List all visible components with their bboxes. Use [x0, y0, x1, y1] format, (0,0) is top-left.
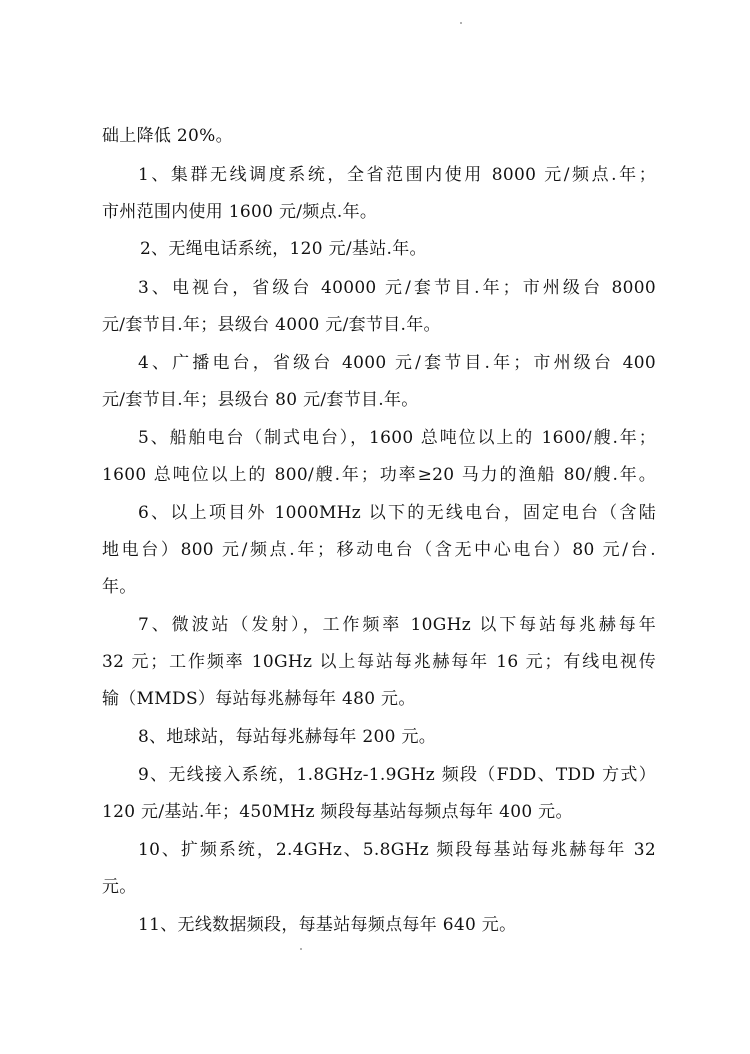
text-line-12: 地电台）800 元/频点.年；移动电台（含无中心电台）80 元/台.	[102, 540, 656, 560]
text-line-19: 120 元/基站.年；450MHz 频段每基站每频点每年 400 元。	[102, 802, 573, 822]
text-line-3: 市州范围内使用 1600 元/频点.年。	[102, 202, 378, 222]
text-line-8: 元/套节目.年；县级台 80 元/套节目.年。	[102, 390, 419, 410]
text-line-16: 输（MMDS）每站每兆赫每年 480 元。	[102, 689, 416, 709]
text-line-22: 11、无线数据频段，每基站每频点每年 640 元。	[138, 915, 517, 935]
scan-speck	[300, 948, 302, 950]
text-line-4: 2、无绳电话系统，120 元/基站.年。	[140, 239, 427, 259]
text-line-1: 础上降低 20%。	[102, 126, 233, 146]
text-line-14: 7、微波站（发射），工作频率 10GHz 以下每站每兆赫每年	[138, 615, 656, 635]
text-line-6: 元/套节目.年；县级台 4000 元/套节目.年。	[102, 315, 441, 335]
text-line-13: 年。	[102, 577, 137, 597]
text-line-2: 1、集群无线调度系统，全省范围内使用 8000 元/频点.年；	[138, 165, 656, 185]
text-line-11: 6、以上项目外 1000MHz 以下的无线电台，固定电台（含陆	[138, 503, 656, 523]
text-line-9: 5、船舶电台（制式电台），1600 总吨位以上的 1600/艘.年；	[138, 428, 656, 448]
text-line-7: 4、广播电台，省级台 4000 元/套节目.年；市州级台 400	[138, 353, 656, 373]
text-line-21: 元。	[102, 877, 137, 897]
text-line-17: 8、地球站，每站每兆赫每年 200 元。	[138, 727, 437, 747]
text-line-10: 1600 总吨位以上的 800/艘.年；功率≥20 马力的渔船 80/艘.年。	[102, 465, 656, 485]
text-line-15: 32 元；工作频率 10GHz 以上每站每兆赫每年 16 元；有线电视传	[102, 652, 656, 672]
scan-speck	[460, 22, 462, 24]
text-line-20: 10、扩频系统，2.4GHz、5.8GHz 频段每基站每兆赫每年 32	[138, 840, 656, 860]
text-line-5: 3、电视台，省级台 40000 元/套节目.年；市州级台 8000	[138, 278, 656, 298]
text-line-18: 9、无线接入系统，1.8GHz-1.9GHz 频段（FDD、TDD 方式）	[138, 765, 656, 785]
